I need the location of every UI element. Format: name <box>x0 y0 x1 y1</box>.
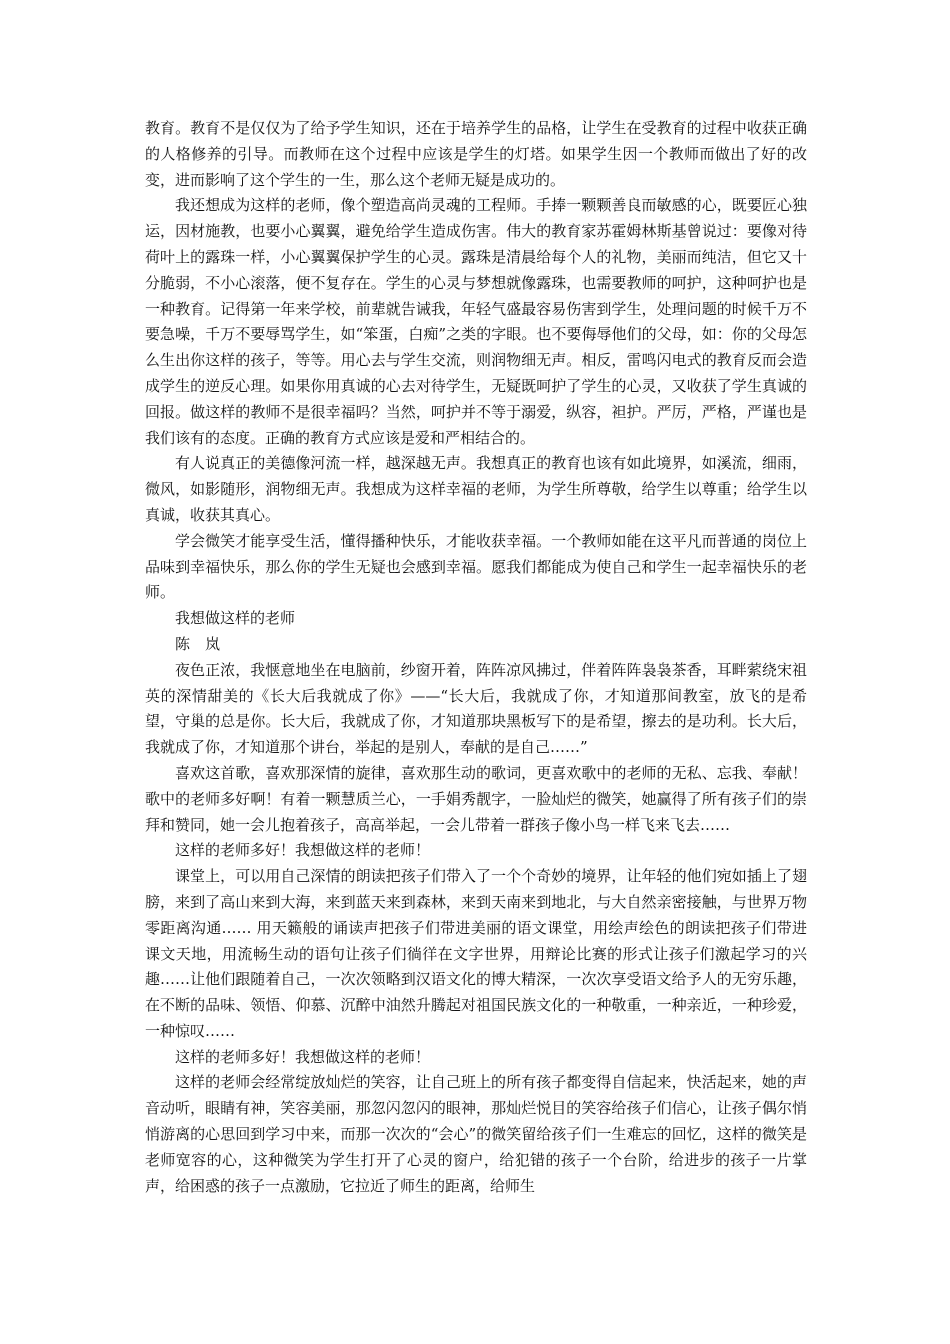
paragraph: 夜色正浓，我惬意地坐在电脑前，纱窗开着，阵阵凉风拂过，伴着阵阵袅袅茶香，耳畔萦绕宋祖英的深情甜美的《长大后我就成了你》——“长大后，我就成了你，才知道那间教室，放飞的是希望，守巢的总是你。长大后，我就成了你，才知道那块黑板写下的是希望，擦去的是功利。长大后，我就成了你，才知道那个讲台，举起的是别人，奉献的是自己……” <box>145 660 807 757</box>
paragraph-continued: 教育。教育不是仅仅为了给予学生知识，还在于培养学生的品格，让学生在受教育的过程中收获正确的人格修养的引导。而教师在这个过程中应该是学生的灯塔。如果学生因一个教师而做出了好的改变，进而影响了这个学生的一生，那么这个老师无疑是成功的。 <box>145 119 807 189</box>
article-author: 陈 岚 <box>175 634 221 653</box>
refrain-line: 这样的老师多好！我想做这样的老师！ <box>175 1047 431 1066</box>
paragraph: 这样的老师会经常绽放灿烂的笑容，让自己班上的所有孩子都变得自信起来，快活起来，她的声音动听，眼睛有神，笑容美丽，那忽闪忽闪的眼神，那灿烂悦目的笑容给孩子们信心，让孩子偶尔悄悄游离的心思回到学习中来，而那一次次的“会心”的微笑留给孩子们一生难忘的回忆，这样的微笑是老师宽容的心，这种微笑为学生打开了心灵的窗户，给犯错的孩子一个台阶，给进步的孩子一片掌声，给困惑的孩子一点激励，它拉近了师生的距离，给师生 <box>145 1073 807 1195</box>
paragraph: 喜欢这首歌，喜欢那深情的旋律，喜欢那生动的歌词，更喜欢歌中的老师的无私、忘我、奉献！歌中的老师多好啊！有着一颗慧质兰心，一手娟秀靓字，一脸灿烂的微笑，她赢得了所有孩子们的崇拜和赞同，她一会儿抱着孩子，高高举起，一会儿带着一群孩子像小鸟一样飞来飞去…… <box>145 763 807 834</box>
document-page <box>145 116 807 1199</box>
paragraph: 有人说真正的美德像河流一样，越深越无声。我想真正的教育也该有如此境界，如溪流，细雨，微风，如影随形，润物细无声。我想成为这样幸福的老师，为学生所尊敬，给学生以尊重；给学生以真诚，收获其真心。 <box>145 454 807 524</box>
refrain-line: 这样的老师多好！我想做这样的老师！ <box>175 841 431 860</box>
paragraph: 学会微笑才能享受生活，懂得播种快乐，才能收获幸福。一个教师如能在这平凡而普通的岗位上品味到幸福快乐，那么你的学生无疑也会感到幸福。愿我们都能成为使自己和学生一起幸福快乐的老师。 <box>145 531 807 602</box>
paragraph: 课堂上，可以用自己深情的朗读把孩子们带入了一个个奇妙的境界，让年轻的他们宛如插上了翅膀，来到了高山来到大海，来到蓝天来到森林，来到天南来到地北，与大自然亲密接触，与世界万物零距离沟通…… 用天籁般的诵读声把孩子们带进美丽的语文课堂，用绘声绘色的朗读把孩子们带进课文天地，用流畅生动的语句让孩子们徜徉在文字世界，用辩论比赛的形式让孩子们激起学习的兴趣……让他们跟随着自己，一次次领略到汉语文化的博大精深，一次次享受语文给予人的无穷乐趣，在不断的品味、领悟、仰慕、沉醉中油然升腾起对祖国民族文化的一种敬重，一种亲近，一种珍爱，一种惊叹…… <box>145 867 807 1040</box>
paragraph: 我还想成为这样的老师，像个塑造高尚灵魂的工程师。手捧一颗颗善良而敏感的心，既要匠心独运，因材施教，也要小心翼翼，避免给学生造成伤害。伟大的教育家苏霍姆林斯基曾说过：要像对待荷叶上的露珠一样，小心翼翼保护学生的心灵。露珠是清晨给每个人的礼物，美丽而纯洁，但它又十分脆弱，不小心滚落，便不复存在。学生的心灵与梦想就像露珠，也需要教师的呵护，这种呵护也是一种教育。记得第一年来学校，前辈就告诫我，年轻气盛最容易伤害到学生，处理问题的时候千万不要急噪，千万不要辱骂学生，如“笨蛋，白痴”之类的字眼。也不要侮辱他们的父母，如：你的父母怎么生出你这样的孩子，等等。用心去与学生交流，则润物细无声。相反，雷鸣闪电式的教育反而会造成学生的逆反心理。如果你用真诚的心去对待学生，无疑既呵护了学生的心灵，又收获了学生真诚的回报。做这样的教师不是很幸福吗？当然，呵护并不等于溺爱，纵容，袒护。严厉，严格，严谨也是我们该有的态度。正确的教育方式应该是爱和严相结合的。 <box>145 196 807 447</box>
article-title: 我想做这样的老师 <box>175 609 296 628</box>
